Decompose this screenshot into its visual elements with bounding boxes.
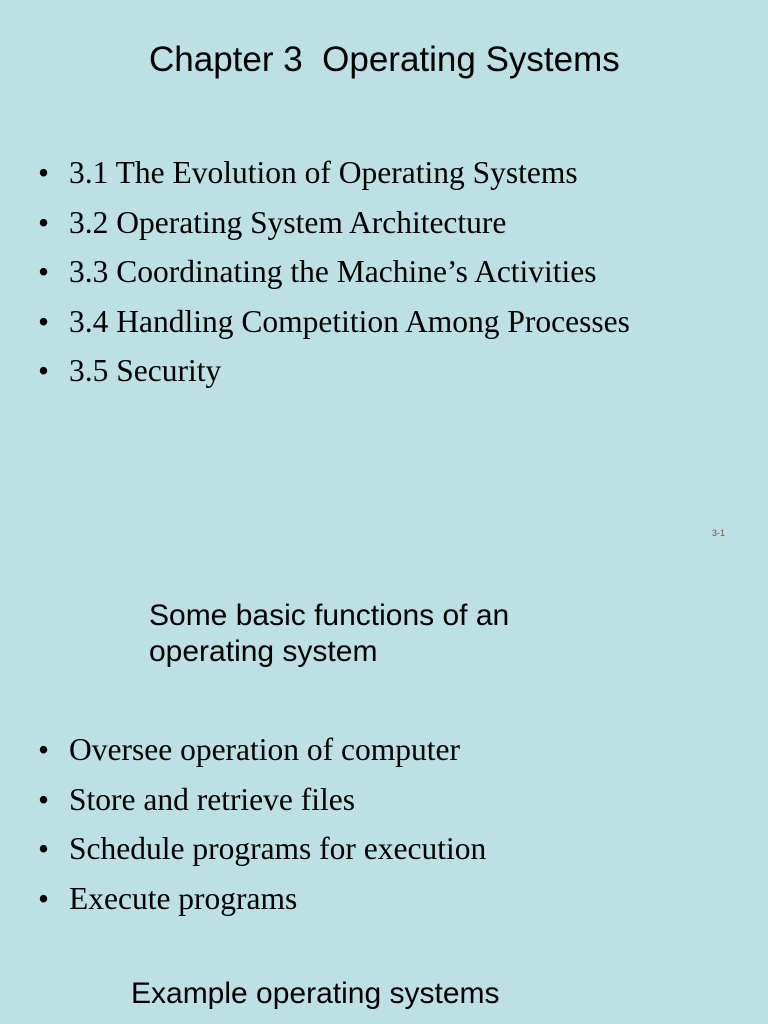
list-item: • Schedule programs for execution: [38, 824, 486, 874]
slide-title: Some basic functions of an operating system: [149, 599, 510, 668]
list-item: • Execute programs: [38, 874, 486, 924]
list-item: • 3.2 Operating System Architecture: [38, 198, 630, 248]
list-item: • 3.1 The Evolution of Operating Systems: [38, 148, 630, 198]
list-item: • 3.4 Handling Competition Among Processes: [38, 297, 630, 347]
list-item: • Store and retrieve files: [38, 775, 486, 825]
section-list: [38, 148, 630, 396]
list-item: • 3.3 Coordinating the Machine’s Activities: [38, 247, 630, 297]
list-item: • Oversee operation of computer: [38, 725, 486, 775]
page-number: 3-1: [712, 528, 726, 538]
slide-title: Chapter 3 Operating Systems: [149, 40, 620, 79]
slide-title: Example operating systems: [131, 977, 500, 1010]
functions-list: [38, 725, 486, 923]
list-item: • 3.5 Security: [38, 346, 630, 396]
